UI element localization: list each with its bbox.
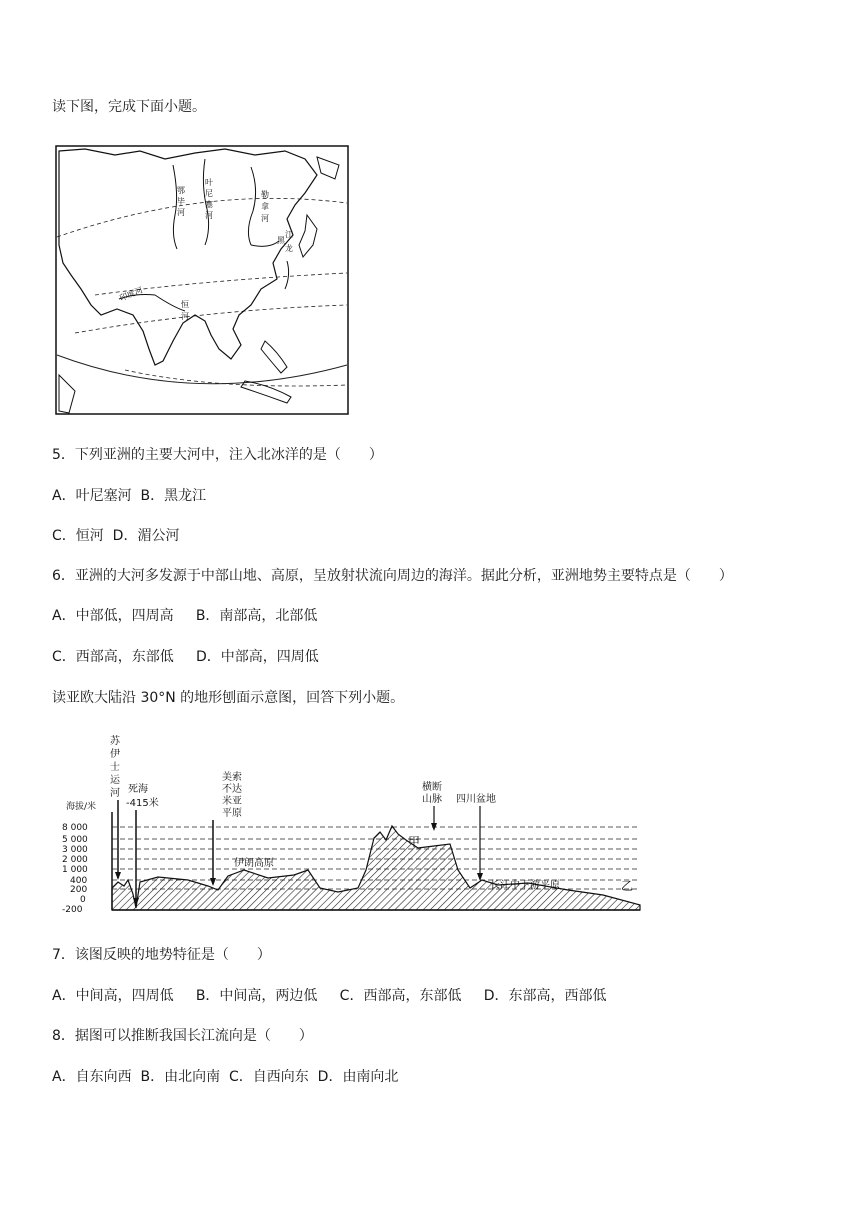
question-5-options-ab: A．叶尼塞河 B．黑龙江: [52, 488, 207, 504]
svg-text:苏: 苏: [110, 736, 120, 747]
svg-text:1 000: 1 000: [62, 865, 88, 875]
mesopotamia-plain-label: [222, 770, 242, 819]
svg-text:横断: 横断: [422, 782, 442, 793]
svg-text:伊: 伊: [110, 749, 120, 760]
yangtze-plain-label: 长江中下游平原: [490, 880, 560, 891]
svg-text:勒: 勒: [261, 190, 269, 199]
question-6-options-ab: A．中部低，四周高 B．南部高，北部低: [52, 608, 318, 624]
axis-title: 海拔/米: [66, 802, 97, 812]
svg-text:士: 士: [110, 762, 120, 773]
ob-river-label: [177, 186, 185, 217]
svg-text:0: 0: [80, 895, 86, 905]
svg-text:拿: 拿: [261, 202, 269, 211]
svg-text:河: 河: [110, 788, 120, 799]
indus-river-label: 印度河: [118, 285, 145, 303]
intro-text-profile: 读亚欧大陆沿 30°N 的地形刨面示意图，回答下列小题。: [52, 690, 405, 706]
elevation-axis: [62, 800, 96, 915]
svg-text:5 000: 5 000: [62, 835, 88, 845]
question-6-stem: 6．亚洲的大河多发源于中部山地、高原，呈放射状流向周边的海洋。据此分析，亚洲地势主要特点是（ ）: [52, 568, 733, 584]
svg-text:尼: 尼: [205, 189, 213, 198]
question-7-stem: 7．该图反映的地势特征是（ ）: [52, 947, 271, 963]
svg-text:龙: 龙: [285, 244, 293, 253]
question-7-options: A．中间高，四周低 B．中间高，两边低 C．西部高，东部低 D．东部高，西部低: [52, 988, 607, 1004]
point-yi-label: 乙: [621, 879, 634, 893]
question-6-options-cd: C．西部高，东部低 D．中部高，四周低: [52, 649, 319, 665]
svg-text:黑: 黑: [277, 236, 285, 245]
svg-text:河: 河: [177, 208, 185, 217]
svg-text:200: 200: [70, 885, 88, 895]
svg-text:叶: 叶: [205, 178, 213, 187]
svg-text:美索: 美索: [222, 772, 242, 783]
asia-map: [55, 145, 351, 417]
svg-text:塞: 塞: [205, 200, 213, 209]
hengduan-mountains-label: [422, 780, 442, 805]
sichuan-basin-label: 四川盆地: [456, 794, 496, 805]
svg-text:河: 河: [205, 211, 213, 220]
svg-text:不达: 不达: [222, 784, 242, 795]
lena-river-label: [261, 189, 269, 223]
terrain-profile: [58, 730, 648, 920]
question-8-options: A．自东向西 B．由北向南 C．自西向东 D．由南向北: [52, 1069, 399, 1085]
svg-text:8 000: 8 000: [62, 823, 88, 833]
svg-text:鄂: 鄂: [177, 186, 185, 195]
svg-text:400: 400: [70, 876, 88, 886]
iran-plateau-label: 伊朗高原: [234, 858, 274, 869]
svg-text:毕: 毕: [177, 197, 185, 206]
intro-text: 读下图，完成下面小题。: [52, 99, 206, 115]
dead-sea-depth: -415米: [126, 798, 159, 809]
svg-text:恒: 恒: [181, 300, 189, 309]
svg-text:米亚: 米亚: [222, 796, 242, 807]
question-8-stem: 8．据图可以推断我国长江流向是（ ）: [52, 1028, 313, 1044]
svg-text:2 000: 2 000: [62, 855, 88, 865]
suez-canal-label: [110, 734, 121, 799]
question-5-stem: 5．下列亚洲的主要大河中，注入北冰洋的是（ ）: [52, 447, 383, 463]
svg-text:平原: 平原: [222, 808, 242, 819]
svg-text:3 000: 3 000: [62, 845, 88, 855]
question-5-options-cd: C．恒河 D．湄公河: [52, 528, 180, 544]
svg-text:河: 河: [181, 312, 189, 321]
dead-sea-label: 死海: [128, 784, 148, 795]
svg-text:运: 运: [110, 775, 120, 786]
svg-text:-200: -200: [62, 905, 83, 915]
svg-text:山脉: 山脉: [422, 794, 442, 805]
svg-text:江: 江: [285, 230, 293, 239]
svg-text:河: 河: [261, 214, 269, 223]
point-jia-label: 甲: [408, 835, 421, 849]
